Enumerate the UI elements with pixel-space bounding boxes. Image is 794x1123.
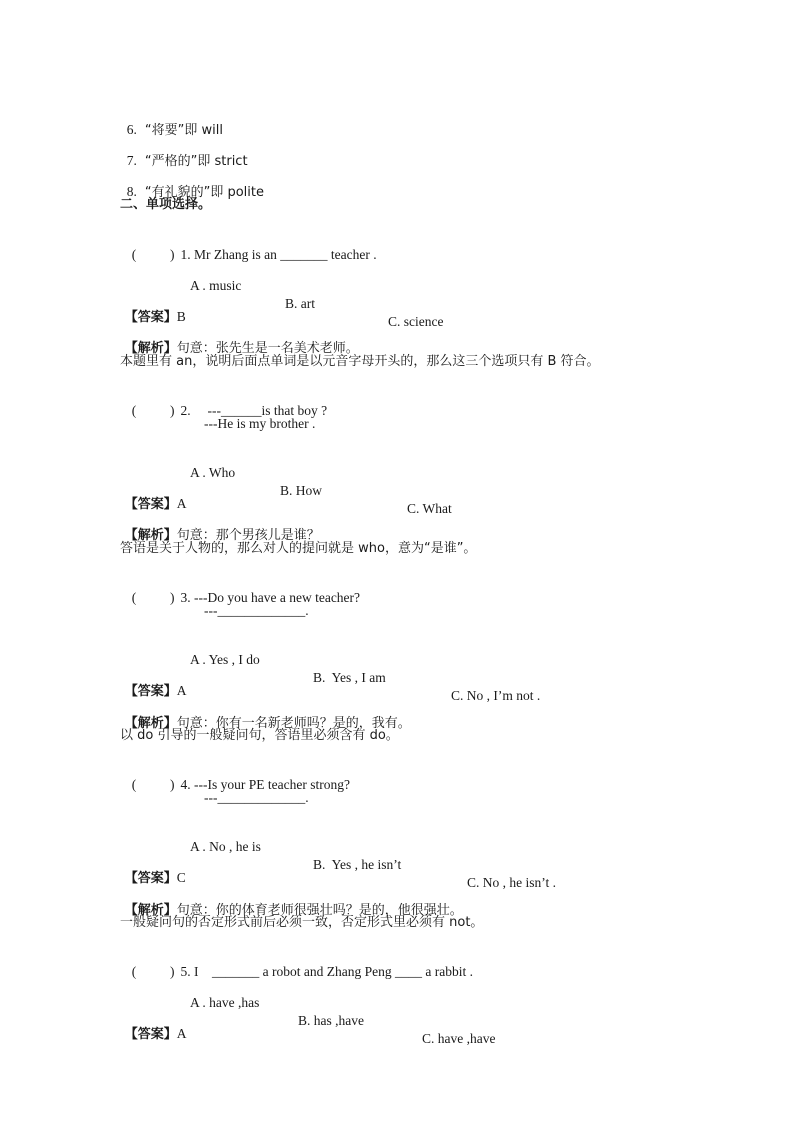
question-reply: ---He is my brother .: [204, 416, 316, 431]
question-stem: 1. Mr Zhang is an _______ teacher .: [180, 247, 377, 262]
analysis-text: 句意：你有一名新老师吗？是的，我有。: [176, 716, 411, 731]
analysis-line: 【解析】句意：你有一名新老师吗？是的，我有。: [124, 716, 411, 731]
answer-bracket: ( ): [131, 247, 175, 262]
question-stem: 4. ---Is your PE teacher strong?: [180, 777, 350, 792]
answer-line: 【答案】A: [124, 1026, 187, 1042]
option-b: B. has ,have: [298, 1013, 364, 1028]
question-reply: ---_____________.: [204, 603, 309, 618]
answer-line: 【答案】A: [124, 496, 187, 512]
vocab-text: “将要”即 will: [144, 123, 223, 138]
option-c: C. have ,have: [422, 1031, 496, 1046]
answer-value: B: [176, 309, 186, 324]
option-c: C. No , I’m not .: [451, 688, 541, 703]
option-c: C. What: [407, 501, 452, 516]
answer-value: A: [176, 683, 187, 698]
question-stem: 3. ---Do you have a new teacher?: [180, 590, 361, 605]
option-a: A . Who: [190, 465, 236, 480]
analysis-line: 【解析】句意：你的体育老师很强壮吗？是的，他很强壮。: [124, 903, 463, 918]
analysis-text: 句意：你的体育老师很强壮吗？是的，他很强壮。: [176, 903, 463, 918]
option-c: C. science: [388, 314, 444, 329]
answer-line: 【答案】A: [124, 683, 187, 699]
answer-bracket: ( ): [131, 590, 175, 605]
vocab-item: 7. “严格的”即 strict: [126, 153, 248, 169]
vocab-text: “严格的”即 strict: [144, 154, 248, 169]
answer-value: C: [176, 870, 186, 885]
question-stem: 5. I _______ a robot and Zhang Peng ____ a rabbit .: [180, 964, 473, 979]
analysis-line: 【解析】句意：张先生是一名美术老师。: [124, 341, 359, 356]
option-a: A . No , he is: [190, 839, 261, 854]
answer-line: 【答案】C: [124, 870, 186, 886]
analysis-text: 句意：张先生是一名美术老师。: [176, 341, 359, 356]
analysis-line: 【解析】句意：那个男孩儿是谁？: [124, 528, 320, 543]
question-stem: 2. ---______is that boy ?: [180, 403, 328, 418]
answer-bracket: ( ): [131, 964, 175, 979]
option-b: B. Yes , he isn’t: [313, 857, 402, 872]
answer-bracket: ( ): [131, 403, 175, 418]
analysis-note: 一般疑问句的否定形式前后必须一致，否定形式里必须有 not。: [120, 915, 484, 930]
answer-line: 【答案】B: [124, 309, 186, 325]
option-a: A . have ,has: [190, 995, 260, 1010]
section-title: 二、单项选择。: [120, 197, 212, 212]
option-a: A . Yes , I do: [190, 652, 260, 667]
analysis-text: 句意：那个男孩儿是谁？: [176, 528, 320, 543]
option-c: C. No , he isn’t .: [467, 875, 557, 890]
vocab-item: 6. “将要”即 will: [126, 122, 223, 138]
option-b: B. Yes , I am: [313, 670, 386, 685]
answer-value: A: [176, 496, 187, 511]
question-reply: ---_____________.: [204, 790, 309, 805]
answer-value: A: [176, 1026, 187, 1041]
option-b: B. art: [285, 296, 315, 311]
answer-bracket: ( ): [131, 777, 175, 792]
analysis-note: 以 do 引导的一般疑问句，答语里必须含有 do。: [120, 728, 399, 743]
vocab-item: 8. “有礼貌的”即 polite: [126, 184, 265, 200]
option-a: A . music: [190, 278, 242, 293]
vocab-text: “有礼貌的”即 polite: [144, 185, 265, 200]
analysis-note: 答语是关于人物的，那么对人的提问就是 who，意为“是谁”。: [120, 541, 477, 556]
option-b: B. How: [280, 483, 323, 498]
analysis-note: 本题里有 an，说明后面点单词是以元音字母开头的，那么这三个选项只有 B 符合。: [120, 354, 600, 369]
